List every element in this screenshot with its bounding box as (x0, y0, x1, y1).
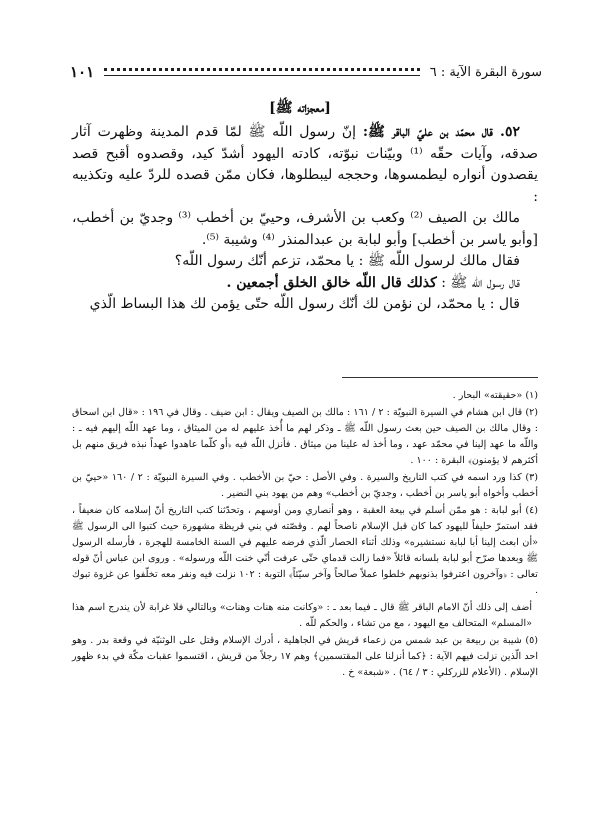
paragraph-answer (72, 273, 538, 295)
header-rule (104, 68, 420, 76)
running-header (70, 62, 542, 82)
paragraph-52-text: إنّ رسول اللّه ﷺ لمّا قدم المدينة وظهرت آثار صدقه، وآيات حقّه ⁽¹⁾ وبيّنات نبوّته، كادته اليهود أشدّ كيد، وقصدوه أقبح قصد يقصدون أنواره ليطمسوها، وحججه ليبطلوها، فكان ممّن قصده للردّ عليه وتكذيبه : (72, 124, 538, 205)
paragraph-challenge: قال : يا محمّد، لن نؤمن لك أنّك رسول اللّه حتّى يؤمن لك هذا البساط الّذي (89, 296, 520, 312)
footnote-1: (١) «حقيقته» البحار . (452, 390, 538, 401)
footnote-4: (٤) أبو لبابة : هو ممّن أسلم في بيعة العقبة ، وهو أنصاري ومن أوسهم ، وتحدّثنا كتب التاريخ أنّ إسلامه كان ضعيفاً ، فقد استمرّ حليفاً لليهود كما كان قبل الإسلام ناصحاً لهم . وقصّته في بني قريظة مشهورة حيث كتبوا الى الرسول ﷺ «أن ابعث إلينا أبا لبابة نستشيره» وذلك أثناء الحصار الّذي فرضه عليهم في السنة الخامسة للهجرة ، فأرسله الرسول ﷺ وبعدها صرّح أبو لبابة بلسانه قائلاً «فما زالت قدماي حتّى عرفت أنّي خنت اللّه ورسوله» . وروى ابن عباس أنّ قوله تعالى : ﴿وآخرون اعترفوا بذنوبهم خلطوا عملاً صالحاً وآخر سيّئاً﴾ التوبة : ١٠٢ نزلت فيه ونفر معه تخلّفوا عن غزوة تبوك . (72, 505, 538, 596)
footnote-3: (٣) كذا ورد اسمه في كتب التاريخ والسيرة . وفي الأصل : حيّ بن الأخطب . وفي السيرة النبويّة : ٢ / ١٦٠ «حييّ بن أخطب وأخواه أبو ياسر بن أخطب ، وجديّ بن أخطب» وهم من يهود بني النضير . (72, 472, 538, 499)
footnote-5: (٥) شيبة بن ربيعة بن عبد شمس من زعماء قريش في الجاهلية ، أدرك الإسلام وقتل على الوثنيّة في وقعة بدر . وهو احد الّذين نزلت فيهم الآية : ﴿كما أنزلنا على المقتسمين﴾ وهم ١٧ رجلاً من قريش ، اقتسموا عقبات مكّة في بدء ظهور الإسلام . (الأعلام للزركلي : ٣ / ٦٤) . «شبعة» خ . (72, 635, 538, 678)
footnotes (72, 388, 538, 682)
section-title: [معجزاته ﷺ] (269, 100, 331, 116)
running-title: سورة البقرة الآية : ٦ (429, 64, 542, 80)
paragraph-names: مالك بن الصيف ⁽²⁾ وكعب بن الأشرف، وحييّ بن أخطب ⁽³⁾ وجديّ بن أخطب، [وأبو ياسر بن أخطب] وأبو لبابة بن عبدالمنذر ⁽⁴⁾ وشيبة ⁽⁵⁾. (72, 210, 538, 248)
paragraph-52 (72, 122, 538, 208)
narrator-heading: ٥٢. قال محمّد بن عليّ الباقر ﷺ: (362, 124, 520, 140)
answer-quote: كذلك قال اللّه خالق الخلق أجمعين . (226, 274, 437, 291)
main-text (72, 122, 538, 316)
footnote-4-continuation: أضف إلى ذلك أنّ الامام الباقر ﷺ قال ـ فيما بعد ـ : «وكانت منه هنات وهنات» وبالتالي فلا غرابة لأن يندرج اسم هذا «المسلم» المتحالف مع اليهود ، مع من تشاء ، والحكم للّه . (72, 602, 532, 629)
paragraph-question: فقال مالك لرسول اللّه ﷺ : يا محمّد، تزعم أنّك رسول اللّه؟ (174, 253, 520, 269)
footnote-separator (342, 377, 538, 378)
page-number: ١٠١ (70, 63, 95, 81)
footnote-2: (٢) قال ابن هشام في السيرة النبويّة : ٢ / ١٦١ : مالك بن الصيف ويقال : ابن ضيف . وقال في ١٩٦ : «قال ابن اسحاق : وقال مالك بن الصيف حين بعث رسول اللّه ﷺ ـ وذكر لهم ما أُخذ عليهم له من الميثاق ، وما عهد اللّه إليهم فيه ـ : واللّه ما عهد إلينا في محمّد عهد ، وما أخذ له علينا من ميثاق . فأنزل اللّه فيه ﴿أو كلّما عاهدوا عهداً نبذه فريق منهم بل أكثرهم لا يؤمنون﴾ البقرة : ١٠٠ . (72, 407, 538, 466)
answer-lead: قال رسول اللّه ﷺ : (436, 274, 520, 291)
